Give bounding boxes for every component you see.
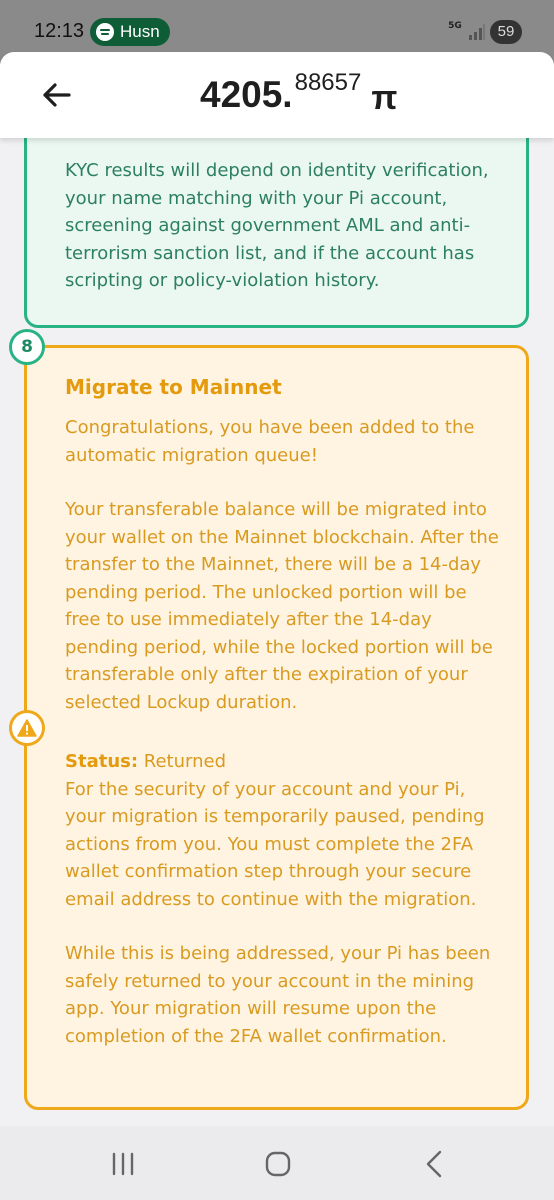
pi-currency-symbol: π bbox=[371, 79, 398, 117]
migration-status bbox=[65, 748, 505, 776]
pi-balance bbox=[200, 70, 397, 126]
battery-indicator: 59 bbox=[490, 20, 522, 44]
spotify-pill[interactable] bbox=[90, 18, 170, 46]
migrate-card-title: Migrate to Mainnet bbox=[65, 375, 282, 399]
arrow-left-icon bbox=[41, 82, 71, 108]
network-5g-icon: 5G bbox=[448, 21, 462, 31]
warning-step-badge bbox=[9, 710, 45, 746]
migrate-paragraph-security: For the security of your account and your Pi, your migration is temporarily paused, pending actions from you. You must complete the 2FA wallet confirmation step through your secure email address to continue with the migration. bbox=[65, 778, 485, 910]
step-number-badge: 8 bbox=[9, 329, 45, 365]
back-button[interactable] bbox=[38, 77, 74, 113]
migrate-paragraph-congrats: Congratulations, you have been added to the automatic migration queue! bbox=[65, 417, 475, 466]
back-chevron-icon bbox=[424, 1150, 444, 1178]
migrate-mainnet-card bbox=[24, 345, 529, 1110]
status-label: Status: bbox=[65, 751, 139, 772]
app-header bbox=[0, 52, 554, 138]
balance-integer: 4205. bbox=[200, 74, 293, 115]
checklist-scroll-area[interactable] bbox=[0, 138, 554, 1126]
home-icon bbox=[264, 1150, 292, 1178]
system-back-button[interactable] bbox=[414, 1146, 454, 1182]
system-nav-bar bbox=[0, 1126, 554, 1200]
clock: 12:13 bbox=[34, 20, 85, 42]
migrate-paragraph-returned: While this is being addressed, your Pi has been safely returned to your account in the mining app. Your migration will resume upon the completion of the 2FA wallet confirmation. bbox=[65, 943, 491, 1047]
recent-apps-button[interactable] bbox=[103, 1146, 143, 1182]
status-value: Returned bbox=[143, 751, 227, 772]
kyc-card-body: KYC results will depend on identity verification, your name matching with your Pi account, screening against government AML and anti-terrorism sanction list, and if the account has scripting or policy-violation history. bbox=[65, 160, 489, 291]
signal-icon bbox=[468, 24, 486, 40]
spotify-icon bbox=[96, 23, 114, 41]
home-button[interactable] bbox=[258, 1146, 298, 1182]
warning-icon bbox=[17, 719, 37, 737]
spotify-pill-label: Husn bbox=[120, 22, 160, 41]
balance-fraction: 88657 bbox=[294, 69, 362, 96]
migrate-paragraph-transfer: Your transferable balance will be migrated into your wallet on the Mainnet blockchain. After the transfer to the Mainnet, there will be a 14-day pending period. The unlocked portion will be free to use immediately after the 14-day pending period, while the locked portion will be transferable only after the expiration of your selected Lockup duration. bbox=[65, 499, 499, 713]
recent-apps-icon bbox=[110, 1152, 136, 1176]
